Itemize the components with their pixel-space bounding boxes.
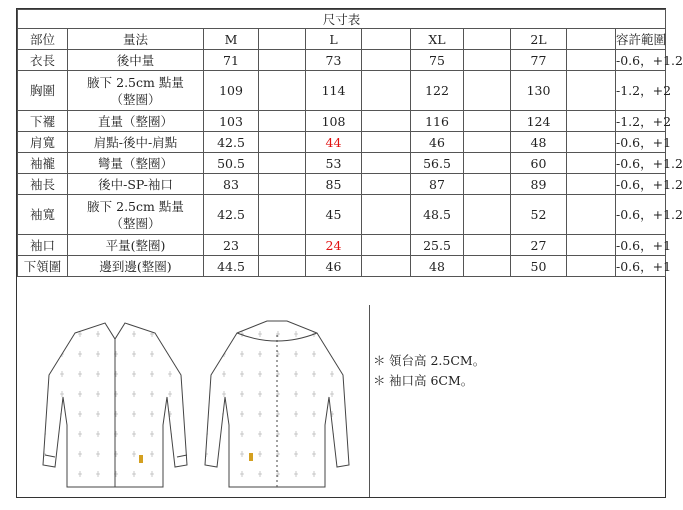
row-size-l: 44	[306, 132, 362, 153]
row-part: 下襬	[18, 111, 68, 132]
row-blank	[567, 235, 616, 256]
row-part: 袖襱	[18, 153, 68, 174]
row-size-xl: 48.5	[411, 195, 464, 235]
row-blank	[464, 195, 511, 235]
row-size-m: 71	[204, 50, 259, 71]
header-tolerance: 容許範圍	[616, 29, 666, 50]
row-part: 肩寬	[18, 132, 68, 153]
row-blank	[259, 111, 306, 132]
row-method	[68, 111, 204, 132]
row-blank	[259, 256, 306, 277]
header-size-xl: XL	[411, 29, 464, 50]
table-row	[18, 111, 666, 132]
row-method	[68, 50, 204, 71]
row-size-2l: 50	[511, 256, 567, 277]
row-size-2l: 77	[511, 50, 567, 71]
row-blank	[259, 235, 306, 256]
row-tolerance: -0.6，+1	[616, 235, 666, 256]
row-part: 袖長	[18, 174, 68, 195]
row-blank	[362, 153, 411, 174]
row-size-l: 24	[306, 235, 362, 256]
row-size-xl: 48	[411, 256, 464, 277]
row-blank	[464, 111, 511, 132]
row-part: 下領圍	[18, 256, 68, 277]
method-line: 後中-SP-袖口	[98, 176, 173, 192]
row-tolerance: -0.6，+1.2	[616, 153, 666, 174]
table-row	[18, 256, 666, 277]
header-method: 量法	[68, 29, 204, 50]
row-blank	[464, 132, 511, 153]
table-title: 尺寸表	[18, 10, 666, 29]
method-line: 彎量（整圈）	[97, 155, 173, 171]
row-tolerance: -1.2，+2	[616, 111, 666, 132]
row-blank	[567, 256, 616, 277]
row-blank	[567, 174, 616, 195]
row-tolerance: -0.6，+1.2	[616, 50, 666, 71]
row-method	[68, 256, 204, 277]
note-item	[373, 351, 485, 371]
row-size-m: 83	[204, 174, 259, 195]
title-row	[18, 10, 666, 29]
row-size-l: 46	[306, 256, 362, 277]
row-size-2l: 48	[511, 132, 567, 153]
row-method	[68, 71, 204, 111]
header-part: 部位	[18, 29, 68, 50]
row-method	[68, 235, 204, 256]
row-method	[68, 132, 204, 153]
row-blank	[567, 132, 616, 153]
header-size-2l: 2L	[511, 29, 567, 50]
table-row	[18, 174, 666, 195]
row-size-l: 53	[306, 153, 362, 174]
row-tolerance: -0.6，+1	[616, 132, 666, 153]
row-tolerance: -0.6，+1.2	[616, 195, 666, 235]
header-size-l: L	[306, 29, 362, 50]
row-size-xl: 87	[411, 174, 464, 195]
row-blank	[464, 256, 511, 277]
row-blank	[259, 71, 306, 111]
method-line: 邊到邊(整圈)	[99, 258, 172, 274]
header-blank	[259, 29, 306, 50]
note-text: 袖口高 6CM。	[389, 373, 474, 388]
row-method	[68, 174, 204, 195]
header-row	[18, 29, 666, 50]
table-row	[18, 195, 666, 235]
row-size-m: 42.5	[204, 132, 259, 153]
row-size-m: 50.5	[204, 153, 259, 174]
table-row	[18, 235, 666, 256]
row-part: 衣長	[18, 50, 68, 71]
bottom-panel	[17, 305, 665, 497]
row-size-2l: 52	[511, 195, 567, 235]
method-line: 平量(整圈)	[105, 237, 166, 253]
row-blank	[259, 132, 306, 153]
row-size-2l: 124	[511, 111, 567, 132]
size-table	[17, 9, 683, 277]
row-blank	[567, 71, 616, 111]
table-row	[18, 153, 666, 174]
row-size-l: 85	[306, 174, 362, 195]
row-blank	[567, 50, 616, 71]
note-text: 領台高 2.5CM。	[389, 353, 486, 368]
row-blank	[567, 111, 616, 132]
row-blank	[362, 256, 411, 277]
row-blank	[362, 132, 411, 153]
row-blank	[464, 174, 511, 195]
row-part: 胸圍	[18, 71, 68, 111]
row-size-l: 45	[306, 195, 362, 235]
method-line: 肩點-後中-肩點	[93, 134, 178, 150]
method-line: 腋下 2.5cm 點量	[87, 74, 184, 90]
row-blank	[464, 50, 511, 71]
row-size-2l: 60	[511, 153, 567, 174]
row-blank	[362, 195, 411, 235]
row-blank	[464, 153, 511, 174]
row-blank	[362, 71, 411, 111]
row-blank	[362, 50, 411, 71]
row-tolerance: -1.2，+2	[616, 71, 666, 111]
row-blank	[259, 153, 306, 174]
row-blank	[567, 195, 616, 235]
row-size-m: 42.5	[204, 195, 259, 235]
row-size-xl: 122	[411, 71, 464, 111]
row-size-m: 109	[204, 71, 259, 111]
row-blank	[259, 174, 306, 195]
asterisk-icon: ＊	[373, 373, 386, 388]
row-blank	[259, 195, 306, 235]
row-size-m: 44.5	[204, 256, 259, 277]
table-row	[18, 132, 666, 153]
row-part: 袖寬	[18, 195, 68, 235]
note-item	[373, 371, 485, 391]
shirt-drawing	[17, 305, 370, 497]
row-blank	[362, 235, 411, 256]
table-row	[18, 50, 666, 71]
row-size-xl: 46	[411, 132, 464, 153]
shirt-back-icon	[205, 321, 349, 487]
asterisk-icon: ＊	[373, 353, 386, 368]
row-size-l: 108	[306, 111, 362, 132]
row-blank	[567, 153, 616, 174]
header-blank	[464, 29, 511, 50]
row-size-l: 114	[306, 71, 362, 111]
row-part: 袖口	[18, 235, 68, 256]
shirt-illustration	[17, 305, 369, 497]
header-blank	[362, 29, 411, 50]
row-size-2l: 130	[511, 71, 567, 111]
table-row	[18, 71, 666, 111]
row-blank	[362, 111, 411, 132]
row-size-xl: 116	[411, 111, 464, 132]
notes-list	[373, 351, 485, 391]
method-line: 直量（整圈）	[97, 113, 173, 129]
row-blank	[464, 71, 511, 111]
row-size-l: 73	[306, 50, 362, 71]
shirt-front-icon	[43, 323, 187, 487]
header-size-m: M	[204, 29, 259, 50]
row-blank	[464, 235, 511, 256]
row-tolerance: -0.6，+1	[616, 256, 666, 277]
row-size-xl: 56.5	[411, 153, 464, 174]
row-size-m: 23	[204, 235, 259, 256]
row-size-2l: 89	[511, 174, 567, 195]
method-line: （整圈）	[110, 91, 161, 107]
row-size-2l: 27	[511, 235, 567, 256]
method-line: （整圈）	[110, 215, 161, 231]
row-blank	[259, 50, 306, 71]
row-size-xl: 25.5	[411, 235, 464, 256]
row-method	[68, 153, 204, 174]
row-size-m: 103	[204, 111, 259, 132]
method-line: 後中量	[116, 52, 155, 68]
header-blank	[567, 29, 616, 50]
size-chart-sheet	[16, 8, 683, 498]
row-method	[68, 195, 204, 235]
method-line: 腋下 2.5cm 點量	[87, 198, 184, 214]
row-size-xl: 75	[411, 50, 464, 71]
row-tolerance: -0.6，+1.2	[616, 174, 666, 195]
row-blank	[362, 174, 411, 195]
